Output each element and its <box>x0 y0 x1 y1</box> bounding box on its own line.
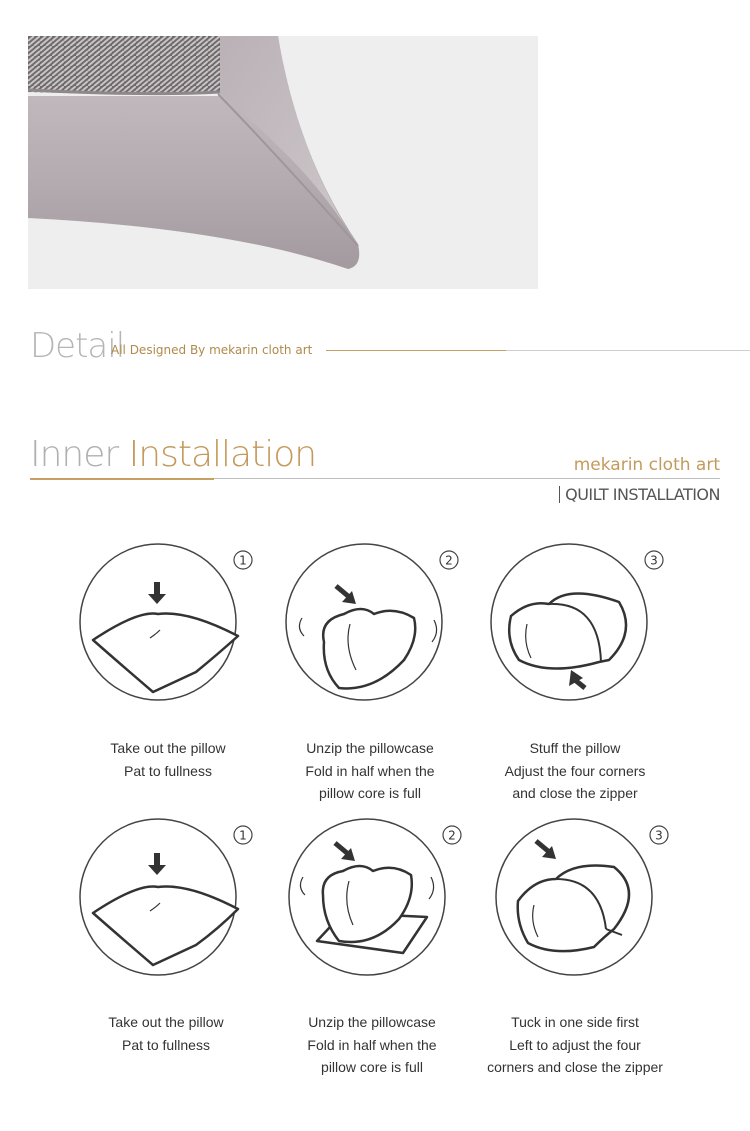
title-underline-grey <box>214 478 720 479</box>
caption-line: pillow core is full <box>319 785 421 801</box>
label-bar <box>559 486 560 503</box>
brand-name: mekarin cloth art <box>573 455 720 475</box>
step-illustration-row1-2 <box>284 542 453 702</box>
step-number: 1 <box>239 828 247 843</box>
step-caption-row2-3 <box>485 1011 665 1079</box>
installation-title-part2: Installation <box>128 434 317 475</box>
step-number: 1 <box>239 553 247 568</box>
section-label <box>559 485 720 504</box>
caption-line: Pat to fullness <box>124 762 212 779</box>
installation-title-part1: Inner <box>30 434 119 475</box>
title-underline-gold <box>30 478 214 480</box>
caption-line: pillow core is full <box>321 1059 423 1075</box>
step-illustration-row1-1 <box>78 542 247 702</box>
product-detail-photo <box>28 36 538 289</box>
step-number: 2 <box>445 553 453 568</box>
caption-line: and close the zipper <box>512 785 638 801</box>
caption-line: Tuck in one side first <box>511 1014 639 1030</box>
caption-line: Fold in half when the <box>305 762 435 779</box>
caption-line: Pat to fullness <box>122 1036 210 1053</box>
step-illustration-row2-3 <box>494 817 663 977</box>
divider-gold <box>326 350 506 351</box>
divider-grey <box>506 350 750 351</box>
caption-line: Take out the pillow <box>110 740 226 756</box>
step-number: 3 <box>650 553 658 568</box>
caption-line: Take out the pillow <box>108 1014 224 1030</box>
step-illustration-row1-3 <box>489 542 658 702</box>
step-number: 3 <box>655 828 663 843</box>
step-number: 2 <box>448 828 456 843</box>
detail-subtitle: All Designed By mekarin cloth art <box>111 343 313 357</box>
caption-line: Adjust the four corners <box>504 762 646 779</box>
step-caption-row1-3 <box>485 737 665 805</box>
step-caption-row2-1 <box>76 1011 256 1056</box>
step-illustration-row2-2 <box>287 817 456 977</box>
detail-title: Detail <box>30 326 125 366</box>
caption-line: corners and close the zipper <box>487 1059 663 1075</box>
detail-heading <box>30 326 750 366</box>
caption-line: Unzip the pillowcase <box>306 740 434 756</box>
step-caption-row2-2 <box>282 1011 462 1079</box>
step-caption-row1-2 <box>280 737 460 805</box>
installation-title <box>30 434 316 475</box>
caption-line: Unzip the pillowcase <box>308 1014 436 1030</box>
step-caption-row1-1 <box>78 737 258 782</box>
caption-line: Fold in half when the <box>307 1036 437 1053</box>
section-label-text: QUILT INSTALLATION <box>565 485 720 504</box>
caption-line: Left to adjust the four <box>509 1036 641 1053</box>
caption-line: Stuff the pillow <box>529 740 621 756</box>
step-illustration-row2-1 <box>78 817 247 977</box>
